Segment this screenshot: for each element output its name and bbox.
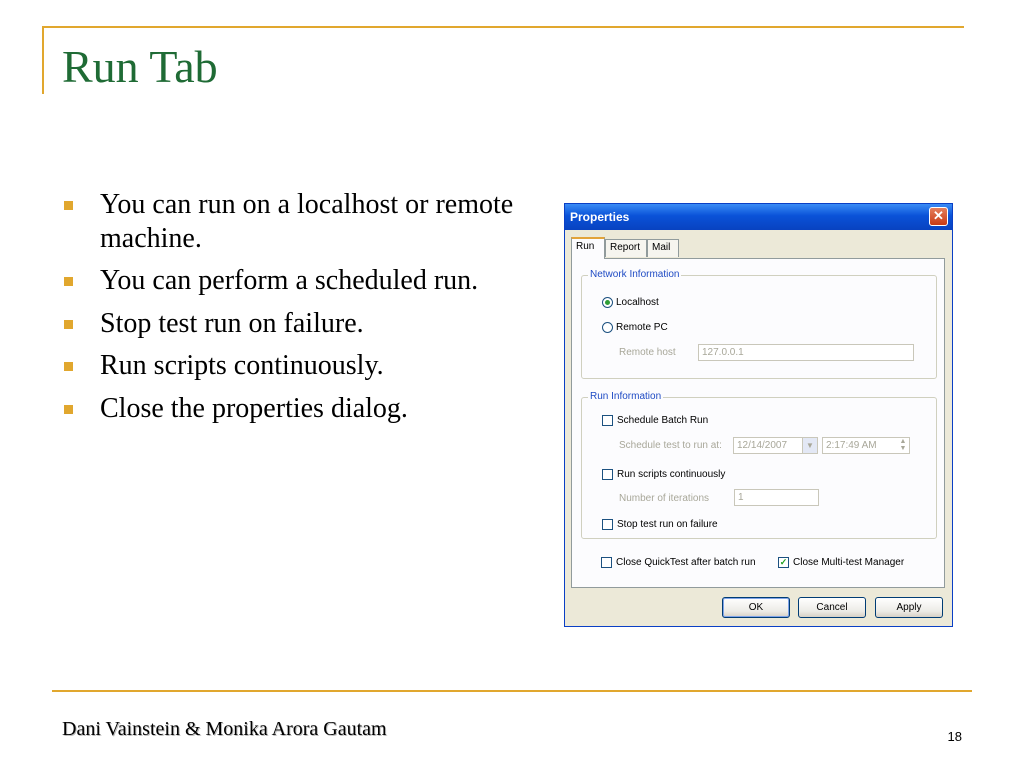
schedule-time-value: 2:17:49 AM	[826, 440, 877, 451]
remote-host-label: Remote host	[619, 347, 676, 358]
remote-pc-label[interactable]: Remote PC	[616, 322, 668, 333]
square-bullet-icon	[64, 201, 73, 210]
close-multitest-label[interactable]: Close Multi-test Manager	[793, 557, 905, 568]
close-quicktest-label[interactable]: Close QuickTest after batch run	[616, 557, 756, 568]
schedule-batch-checkbox[interactable]	[602, 415, 613, 426]
group-label: Network Information	[590, 269, 680, 280]
chevron-down-icon[interactable]: ▼	[802, 438, 817, 453]
schedule-date-value: 12/14/2007	[737, 440, 788, 451]
top-rule	[42, 26, 964, 28]
bottom-rule	[52, 690, 972, 692]
square-bullet-icon	[64, 277, 73, 286]
footer-author: Dani Vainstein & Monika Arora Gautam	[62, 718, 387, 740]
bullet-item	[62, 307, 532, 341]
localhost-label[interactable]: Localhost	[616, 297, 659, 308]
run-continuously-checkbox[interactable]	[602, 469, 613, 480]
bullet-item	[62, 392, 532, 426]
square-bullet-icon	[64, 405, 73, 414]
bullet-item	[62, 188, 532, 255]
stop-on-failure-checkbox[interactable]	[602, 519, 613, 530]
dialog-title: Properties	[570, 210, 630, 224]
run-tab-panel	[571, 258, 945, 588]
group-label: Run Information	[590, 391, 662, 402]
tab-mail[interactable]: Mail	[647, 239, 679, 257]
square-bullet-icon	[64, 362, 73, 371]
properties-dialog	[564, 203, 953, 627]
checkmark-icon: ✓	[779, 557, 788, 567]
bullet-text: Run scripts continuously.	[100, 350, 384, 382]
ok-button[interactable]: OK	[722, 597, 790, 618]
localhost-radio[interactable]	[602, 297, 613, 308]
iterations-input[interactable]: 1	[734, 489, 819, 506]
schedule-date-combo[interactable]	[733, 437, 818, 454]
bullet-item	[62, 264, 532, 298]
close-multitest-checkbox[interactable]	[778, 557, 789, 568]
tab-report[interactable]: Report	[605, 239, 647, 257]
tab-run[interactable]: Run	[571, 237, 605, 259]
stop-on-failure-label[interactable]: Stop test run on failure	[617, 519, 718, 530]
close-icon[interactable]: ✕	[929, 207, 948, 226]
remote-host-input[interactable]: 127.0.0.1	[698, 344, 914, 361]
bullet-text: You can run on a localhost or remote machine.	[100, 189, 514, 254]
page-number: 18	[947, 729, 962, 744]
close-quicktest-checkbox[interactable]	[601, 557, 612, 568]
iterations-label: Number of iterations	[619, 493, 710, 504]
remote-pc-radio[interactable]	[602, 322, 613, 333]
apply-button[interactable]: Apply	[875, 597, 943, 618]
square-bullet-icon	[64, 320, 73, 329]
bullet-list	[62, 188, 532, 435]
cancel-button[interactable]: Cancel	[798, 597, 866, 618]
run-information-group	[581, 391, 937, 539]
dialog-titlebar[interactable]	[565, 204, 952, 230]
schedule-at-label: Schedule test to run at:	[619, 440, 722, 451]
bullet-text: Stop test run on failure.	[100, 307, 364, 339]
bullet-item	[62, 349, 532, 383]
radio-selected-dot	[605, 300, 610, 305]
spinner-icon[interactable]: ▲ ▼	[899, 438, 907, 452]
network-information-group	[581, 269, 937, 379]
slide-title: Run Tab	[62, 41, 218, 92]
left-rule	[42, 26, 44, 94]
bullet-text: Close the properties dialog.	[100, 392, 408, 424]
bullet-text: You can perform a scheduled run.	[100, 265, 479, 297]
schedule-time-spinner[interactable]	[822, 437, 910, 454]
run-continuously-label[interactable]: Run scripts continuously	[617, 469, 726, 480]
schedule-batch-label[interactable]: Schedule Batch Run	[617, 415, 709, 426]
